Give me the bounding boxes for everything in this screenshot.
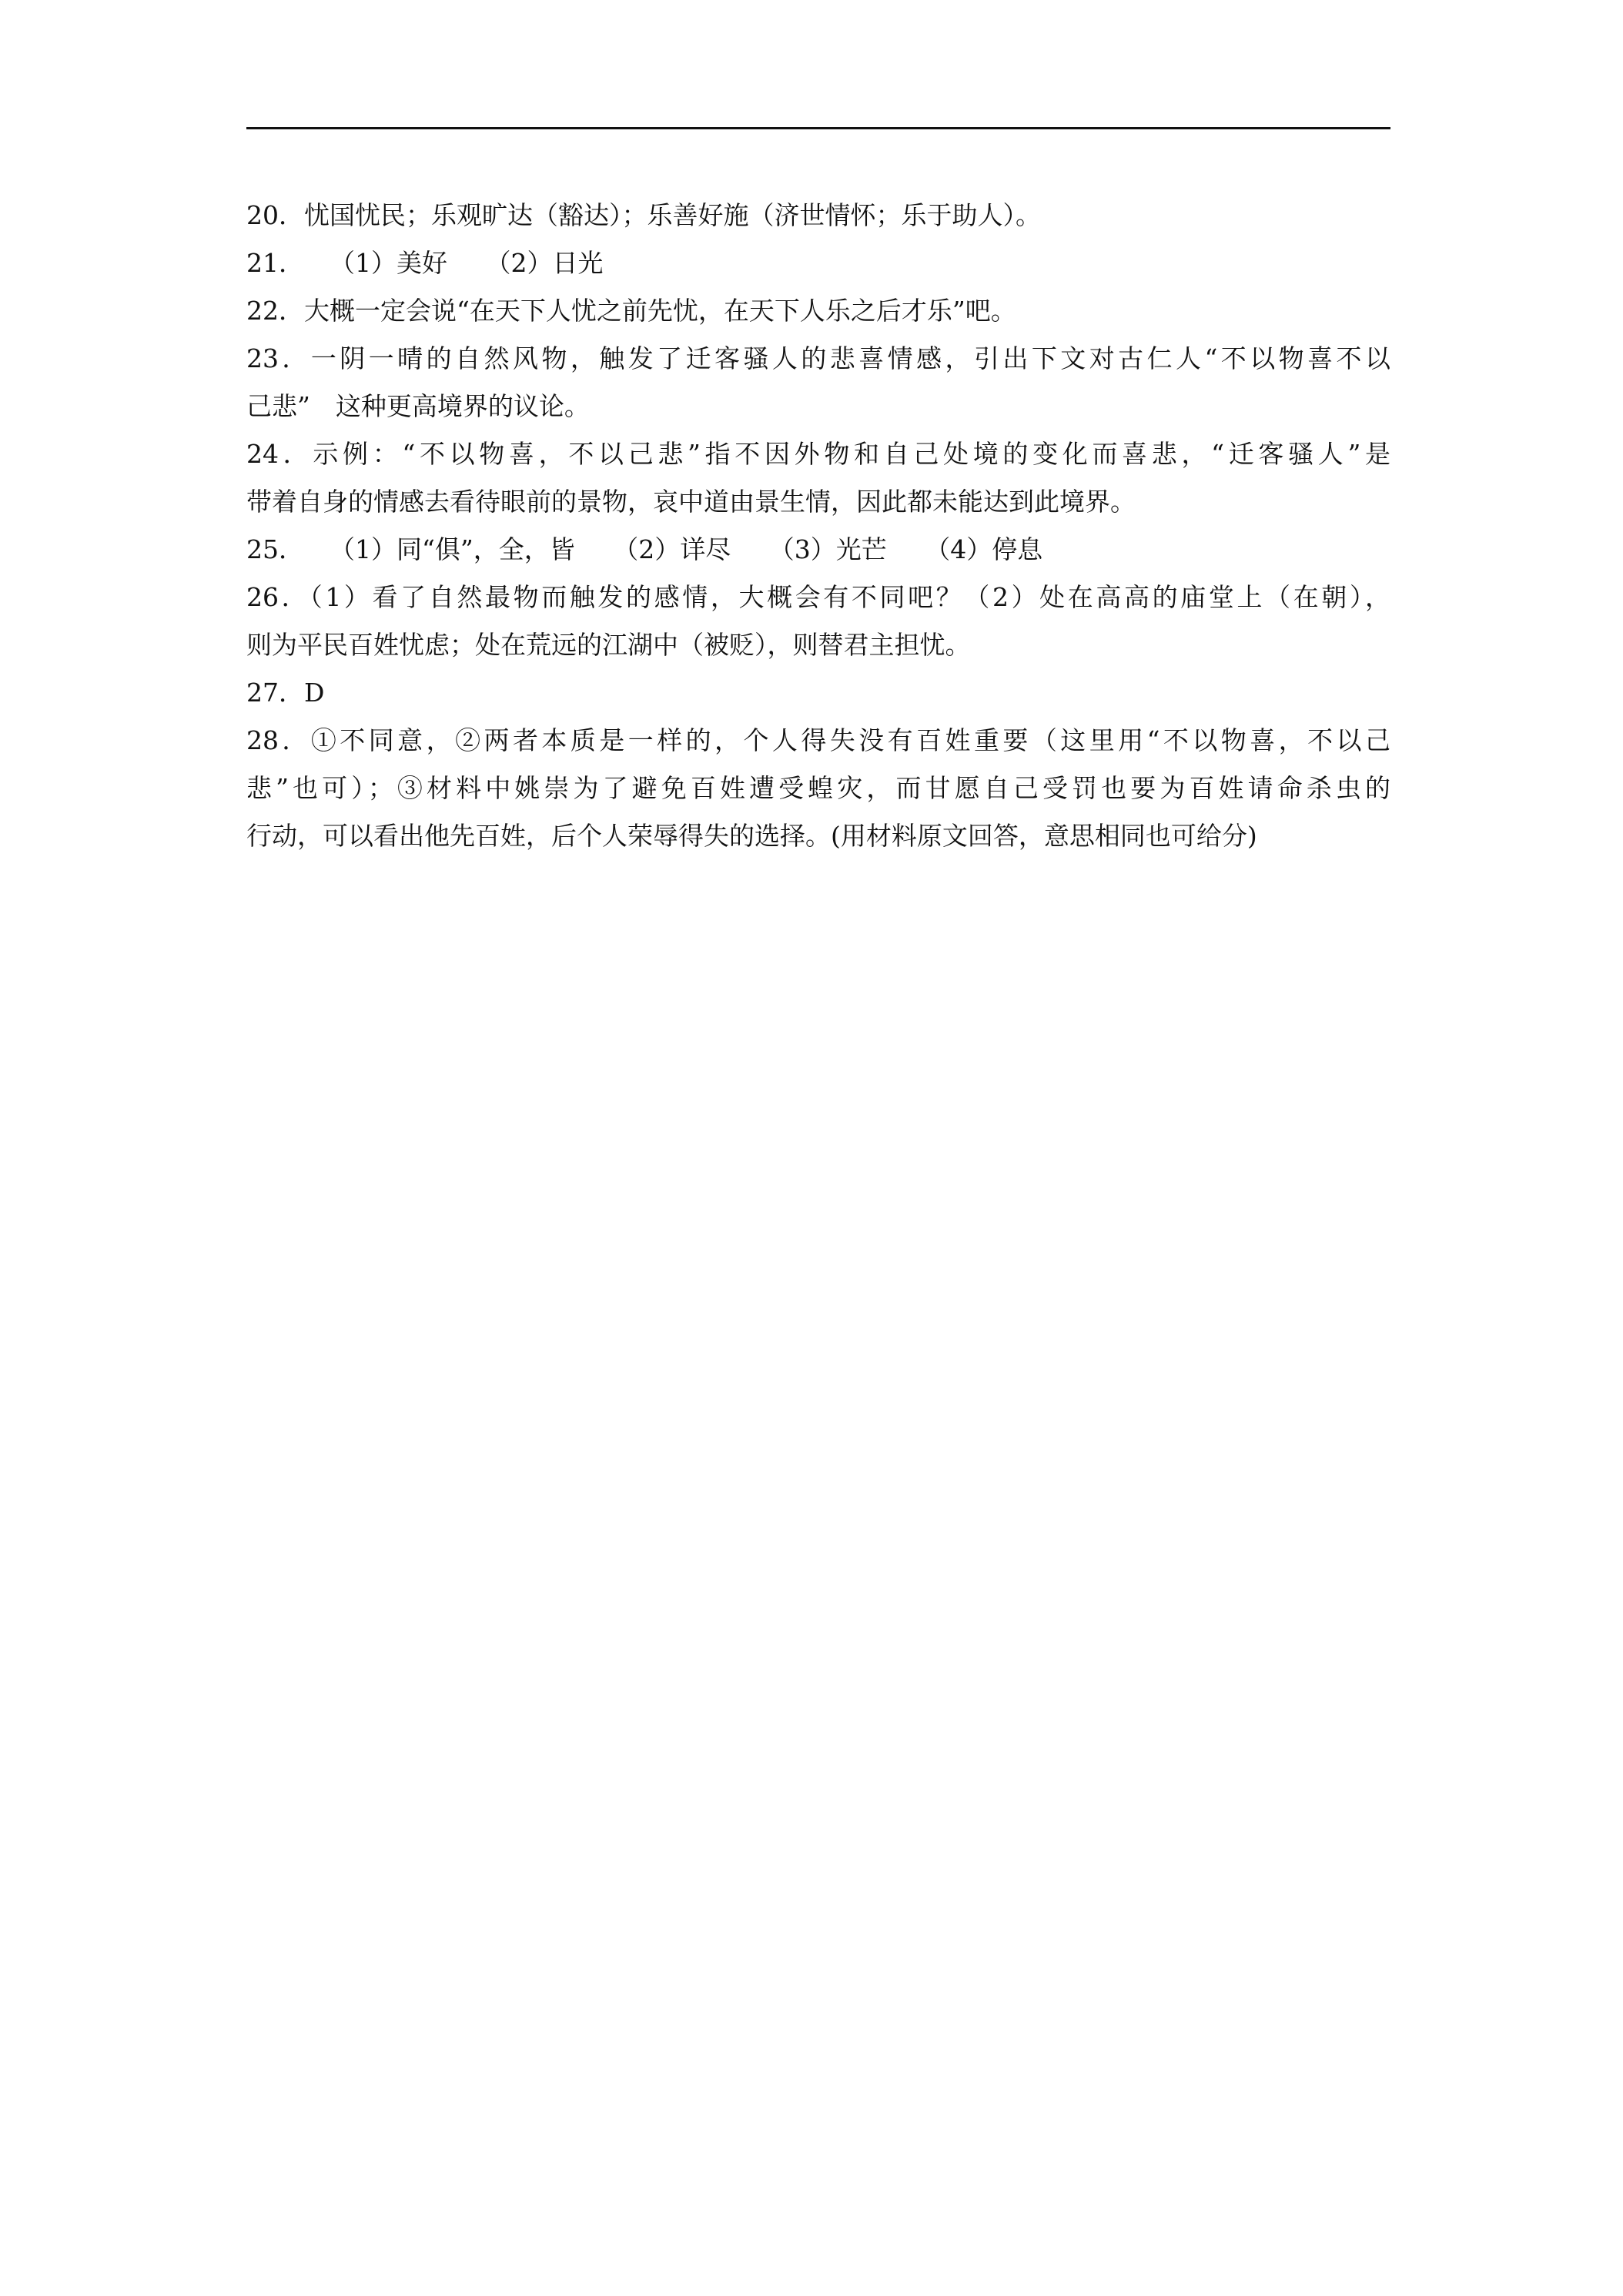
answer-line: 22．大概一定会说“在天下人忧之前先忧，在天下人乐之后才乐”吧。 (246, 296, 1016, 326)
answer-item-21 (246, 246, 1390, 294)
answer-item-20 (246, 199, 1390, 246)
answer-item-28 (246, 724, 1390, 867)
answer-line: 己悲” 这种更高境界的议论。 (246, 391, 590, 421)
answer-line: 行动，可以看出他先百姓，后个人荣辱得失的选择。(用材料原文回答，意思相同也可给分) (246, 821, 1257, 851)
header-rule (246, 127, 1390, 129)
answer-line: 25． （1）同“俱”，全，皆 （2）详尽 （3）光芒 （4）停息 (246, 534, 1043, 564)
answer-list (246, 199, 1390, 867)
answer-line: 悲”也可）；③材料中姚崇为了避免百姓遭受蝗灾，而甘愿自己受罚也要为百姓请命杀虫的 (246, 773, 1390, 803)
answer-item-24 (246, 437, 1390, 533)
answer-item-23 (246, 342, 1390, 437)
answer-item-27 (246, 676, 1390, 724)
answer-line: 28．①不同意，②两者本质是一样的，个人得失没有百姓重要（这里用“不以物喜，不以己 (246, 725, 1390, 755)
answer-line: 23．一阴一晴的自然风物，触发了迁客骚人的悲喜情感，引出下文对古仁人“不以物喜不以 (246, 343, 1390, 373)
answer-item-26 (246, 581, 1390, 676)
answer-line: 27．D (246, 678, 325, 708)
answer-line: 24．示例：“不以物喜，不以己悲”指不因外物和自己处境的变化而喜悲，“迁客骚人”是 (246, 439, 1390, 469)
answer-line: 20．忧国忧民；乐观旷达（豁达）；乐善好施（济世情怀；乐于助人）。 (246, 200, 1041, 230)
answer-line: 26．（1）看了自然最物而触发的感情，大概会有不同吧？（2）处在高高的庙堂上（在朝）， (246, 582, 1390, 612)
answer-item-25 (246, 533, 1390, 581)
answer-item-22 (246, 294, 1390, 342)
answer-line: 21． （1）美好 （2）日光 (246, 248, 604, 278)
answer-line: 则为平民百姓忧虑；处在荒远的江湖中（被贬），则替君主担忧。 (246, 630, 971, 660)
answer-line: 带着自身的情感去看待眼前的景物，哀中道由景生情，因此都未能达到此境界。 (246, 487, 1136, 517)
